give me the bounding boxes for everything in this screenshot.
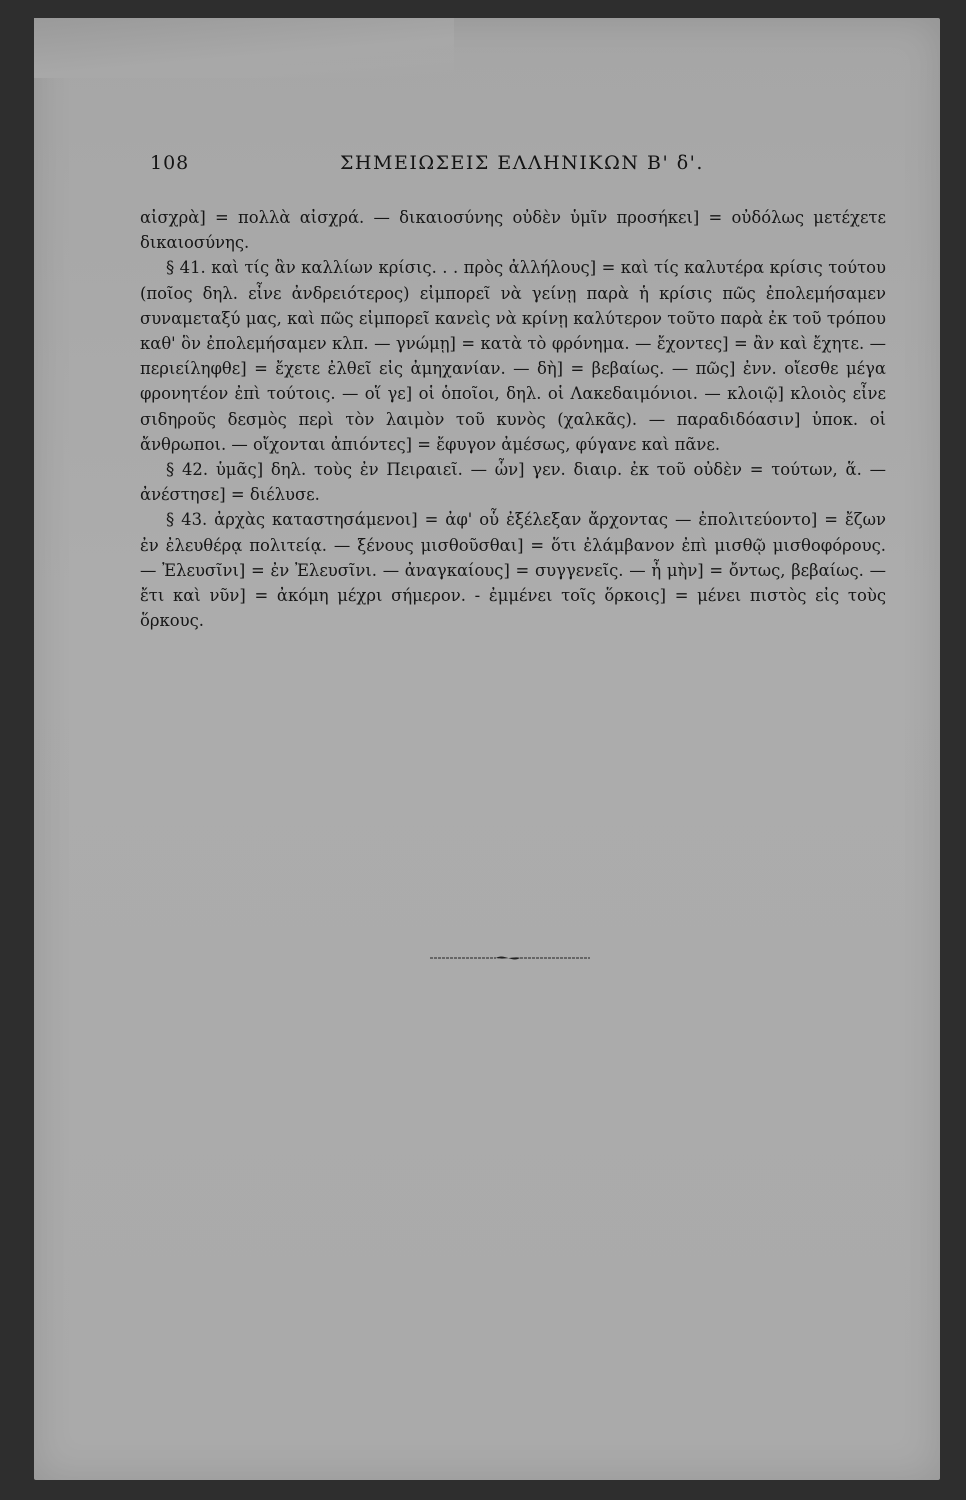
running-title: ΣΗΜΕΙΩΣΕΙΣ ΕΛΛΗΝΙΚΩΝ Β' δ'.	[340, 152, 704, 174]
note-paragraph: § 43. ἀρχὰς καταστησάμενοι] = ἀφ' οὗ ἐξέλεξαν ἄρχοντας — ἐπολιτεύοντο] = ἔζων ἐν ἐλευθέρᾳ πολιτείᾳ. — ξένους μισθοῦσθαι] = ὅτι ἐλάμβανον ἐπὶ μισθῷ μισθοφόρους. — Ἐλευσῖνι] = ἐν Ἐλευσῖνι. — ἀναγκαίους] = συγγενεῖς. — ἦ μὴν] = ὄντως, βεβαίως. — ἔτι καὶ νῦν] = ἀκόμη μέχρι σήμερον. - ἐμμένει τοῖς ὅρκοις] = μένει πιστὸς εἰς τοὺς ὅρκους.	[140, 510, 886, 631]
notes-body	[140, 205, 886, 633]
note-paragraph: § 42. ὑμᾶς] δηλ. τοὺς ἐν Πειραιεῖ. — ὧν] γεν. διαιρ. ἐκ τοῦ οὐδὲν = τούτων, ἅ. — ἀνέστησε] = διέλυσε.	[140, 460, 886, 505]
note-paragraph: αἰσχρὰ] = πολλὰ αἰσχρά. — δικαιοσύνης οὐδὲν ὑμῖν προσήκει] = οὐδόλως μετέχετε δικαιοσύνης.	[140, 208, 886, 253]
note-paragraph: § 41. καὶ τίς ἂν καλλίων κρίσις. . . πρὸς ἀλλήλους] = καὶ τίς καλυτέρα κρίσις τούτου (ποῖος δηλ. εἶνε ἀνδρειότερος) εἰμπορεῖ νὰ γείνῃ παρὰ ἡ κρίσις πῶς ἐπολεμήσαμεν συναμεταξύ μας, καὶ πῶς εἰμπορεῖ κανεὶς νὰ κρίνῃ καλύτερον τοῦτο παρὰ ἐκ τοῦ τρόπου καθ' ὃν ἐπολεμήσαμεν κλπ. — γνώμῃ] = κατὰ τὸ φρόνημα. — ἔχοντες] = ἂν καὶ ἔχητε. — περιείληφθε] = ἔχετε ἐλθεῖ εἰς ἀμηχανίαν. — δὴ] = βεβαίως. — πῶς] ἐνν. οἴεσθε μέγα φρονητέον ἐπὶ τούτοις. — οἵ γε] οἱ ὁποῖοι, δηλ. οἱ Λακεδαιμόνιοι. — κλοιῷ] κλοιὸς εἶνε σιδηροῦς δεσμὸς περὶ τὸν λαιμὸν τοῦ κυνὸς (χαλκᾶς). — παραδιδόασιν] ὑποκ. οἱ ἄνθρωποι. — οἴχονται ἀπιόντες] = ἔφυγον ἀμέσως, φύγανε καὶ πᾶνε.	[140, 258, 886, 454]
ornamental-separator	[430, 952, 590, 964]
page-number: 108	[150, 152, 190, 174]
